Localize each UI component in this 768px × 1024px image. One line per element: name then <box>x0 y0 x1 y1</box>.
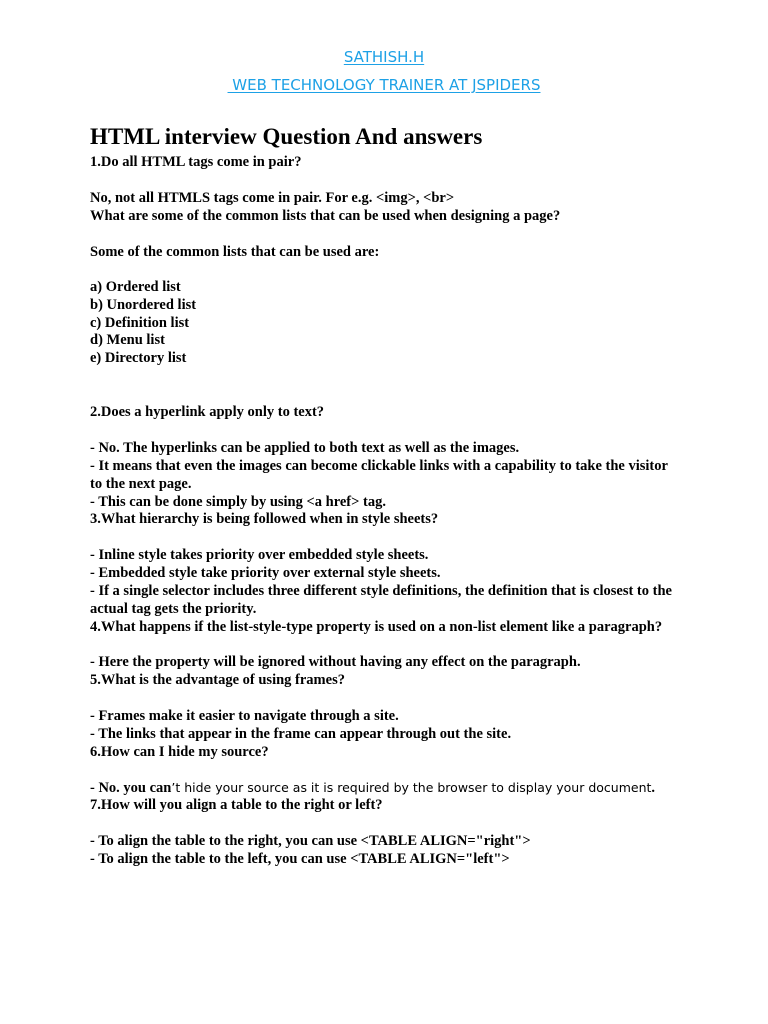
author-name: SATHISH.H <box>343 48 425 66</box>
author-role: WEB TECHNOLOGY TRAINER AT JSPIDERS <box>227 76 541 94</box>
question-5: 5.What is the advantage of using frames? <box>90 672 345 688</box>
question-lists: What are some of the common lists that can be used when designing a page? <box>90 208 561 224</box>
list-item: e) Directory list <box>90 350 187 366</box>
list-item: a) Ordered list <box>90 279 181 295</box>
question-7: 7.How will you align a table to the right or left? <box>90 797 383 813</box>
answer-lists-intro: Some of the common lists that can be used are: <box>90 244 380 260</box>
answer-2-line: - It means that even the images can become clickable links with a capability to take the visitor <box>90 458 668 474</box>
question-2: 2.Does a hyperlink apply only to text? <box>90 404 325 420</box>
answer-3-line: actual tag gets the priority. <box>90 601 257 617</box>
list-item: b) Unordered list <box>90 297 197 313</box>
question-1: 1.Do all HTML tags come in pair? <box>90 154 302 170</box>
answer-5-line: - Frames make it easier to navigate through a site. <box>90 708 399 724</box>
answer-1-text: No, not all HTMLS tags come in pair. For e.g. <img>, <br> <box>90 190 455 206</box>
list-item: d) Menu list <box>90 332 165 348</box>
page-title: HTML interview Question And answers <box>90 124 483 149</box>
answer-2-line: to the next page. <box>90 476 192 492</box>
question-4: 4.What happens if the list-style-type property is used on a non-list element like a paragraph? <box>90 619 663 635</box>
answer-2-line: - This can be done simply by using <a href> tag. <box>90 494 386 510</box>
answer-3-line: - Inline style takes priority over embedded style sheets. <box>90 547 429 563</box>
answer-3-line: - Embedded style take priority over external style sheets. <box>90 565 441 581</box>
question-3: 3.What hierarchy is being followed when in style sheets? <box>90 511 439 527</box>
answer-6-part: ’t hide your source as it is required by the browser to display your document <box>171 780 652 795</box>
answer-6-line <box>90 779 655 797</box>
answer-6-part: - No. you can <box>90 780 172 796</box>
list-item: c) Definition list <box>90 315 190 331</box>
answer-5-line: - The links that appear in the frame can appear through out the site. <box>90 726 512 742</box>
question-6: 6.How can I hide my source? <box>90 744 269 760</box>
answer-7-line: - To align the table to the left, you can use <TABLE ALIGN="left"> <box>90 851 510 867</box>
answer-3-line: - If a single selector includes three different style definitions, the definition that is closest to the <box>90 583 672 599</box>
answer-7-line: - To align the table to the right, you can use <TABLE ALIGN="right"> <box>90 833 531 849</box>
answer-2-line: - No. The hyperlinks can be applied to both text as well as the images. <box>90 440 520 456</box>
answer-6-part: . <box>651 780 656 796</box>
answer-4-line: - Here the property will be ignored without having any effect on the paragraph. <box>90 654 581 670</box>
